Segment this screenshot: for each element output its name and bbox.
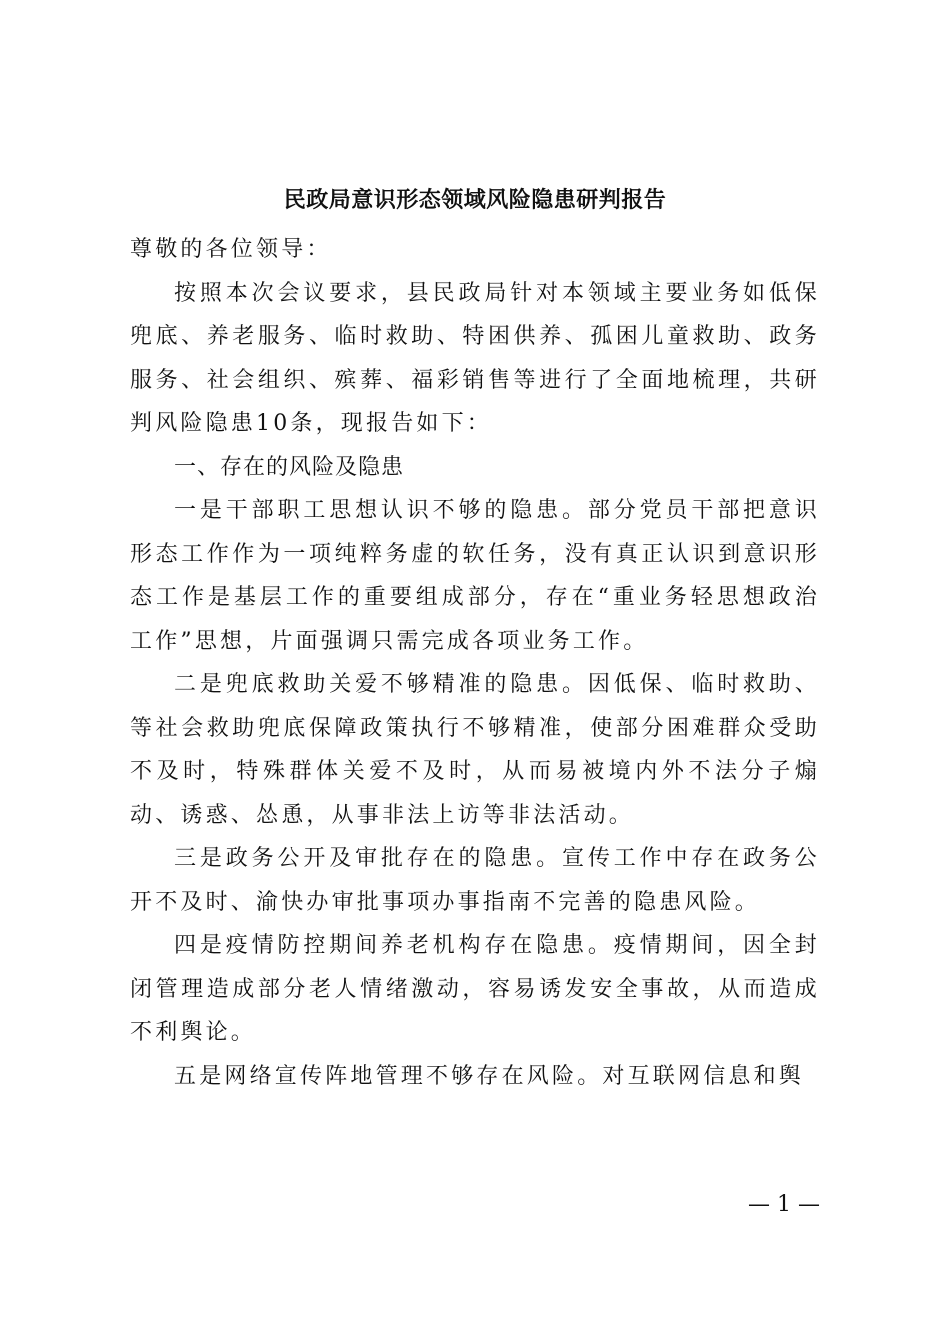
document-title: 民政局意识形态领域风险隐患研判报告 xyxy=(283,187,667,213)
paragraph-risk-4: 四是疫情防控期间养老机构存在隐患。疫情期间，因全封闭管理造成部分老人情绪激动，容易诱发安全事故，从而造成不利舆论。 xyxy=(130,933,820,1045)
paragraph-risk-5: 五是网络宣传阵地管理不够存在风险。对互联网信息和舆 xyxy=(174,1063,805,1089)
page-number: — 1 — xyxy=(748,1192,820,1217)
salutation: 尊敬的各位领导： xyxy=(130,237,332,262)
document-body xyxy=(130,228,820,1098)
paragraph-risk-3: 三是政务公开及审批存在的隐患。宣传工作中存在政务公开不及时、渝快办审批事项办事指南不完善的隐患风险。 xyxy=(130,846,820,915)
intro-paragraph: 按照本次会议要求，县民政局针对本领域主要业务如低保兜底、养老服务、临时救助、特困供养、孤困儿童救助、政务服务、社会组织、殡葬、福彩销售等进行了全面地梳理，共研判风险隐患10条，现报告如下： xyxy=(130,280,820,436)
paragraph-risk-1: 一是干部职工思想认识不够的隐患。部分党员干部把意识形态工作作为一项纯粹务虚的软任务，没有真正认识到意识形态工作是基层工作的重要组成部分，存在“重业务轻思想政治工作”思想，片面强调只需完成各项业务工作。 xyxy=(130,498,820,654)
paragraph-risk-2: 二是兜底救助关爱不够精准的隐患。因低保、临时救助、等社会救助兜底保障政策执行不够精准，使部分困难群众受助不及时，特殊群体关爱不及时，从而易被境内外不法分子煽动、诱惑、怂恿，从事非法上访等非法活动。 xyxy=(130,672,820,828)
section-heading: 一、存在的风险及隐患 xyxy=(174,454,405,480)
